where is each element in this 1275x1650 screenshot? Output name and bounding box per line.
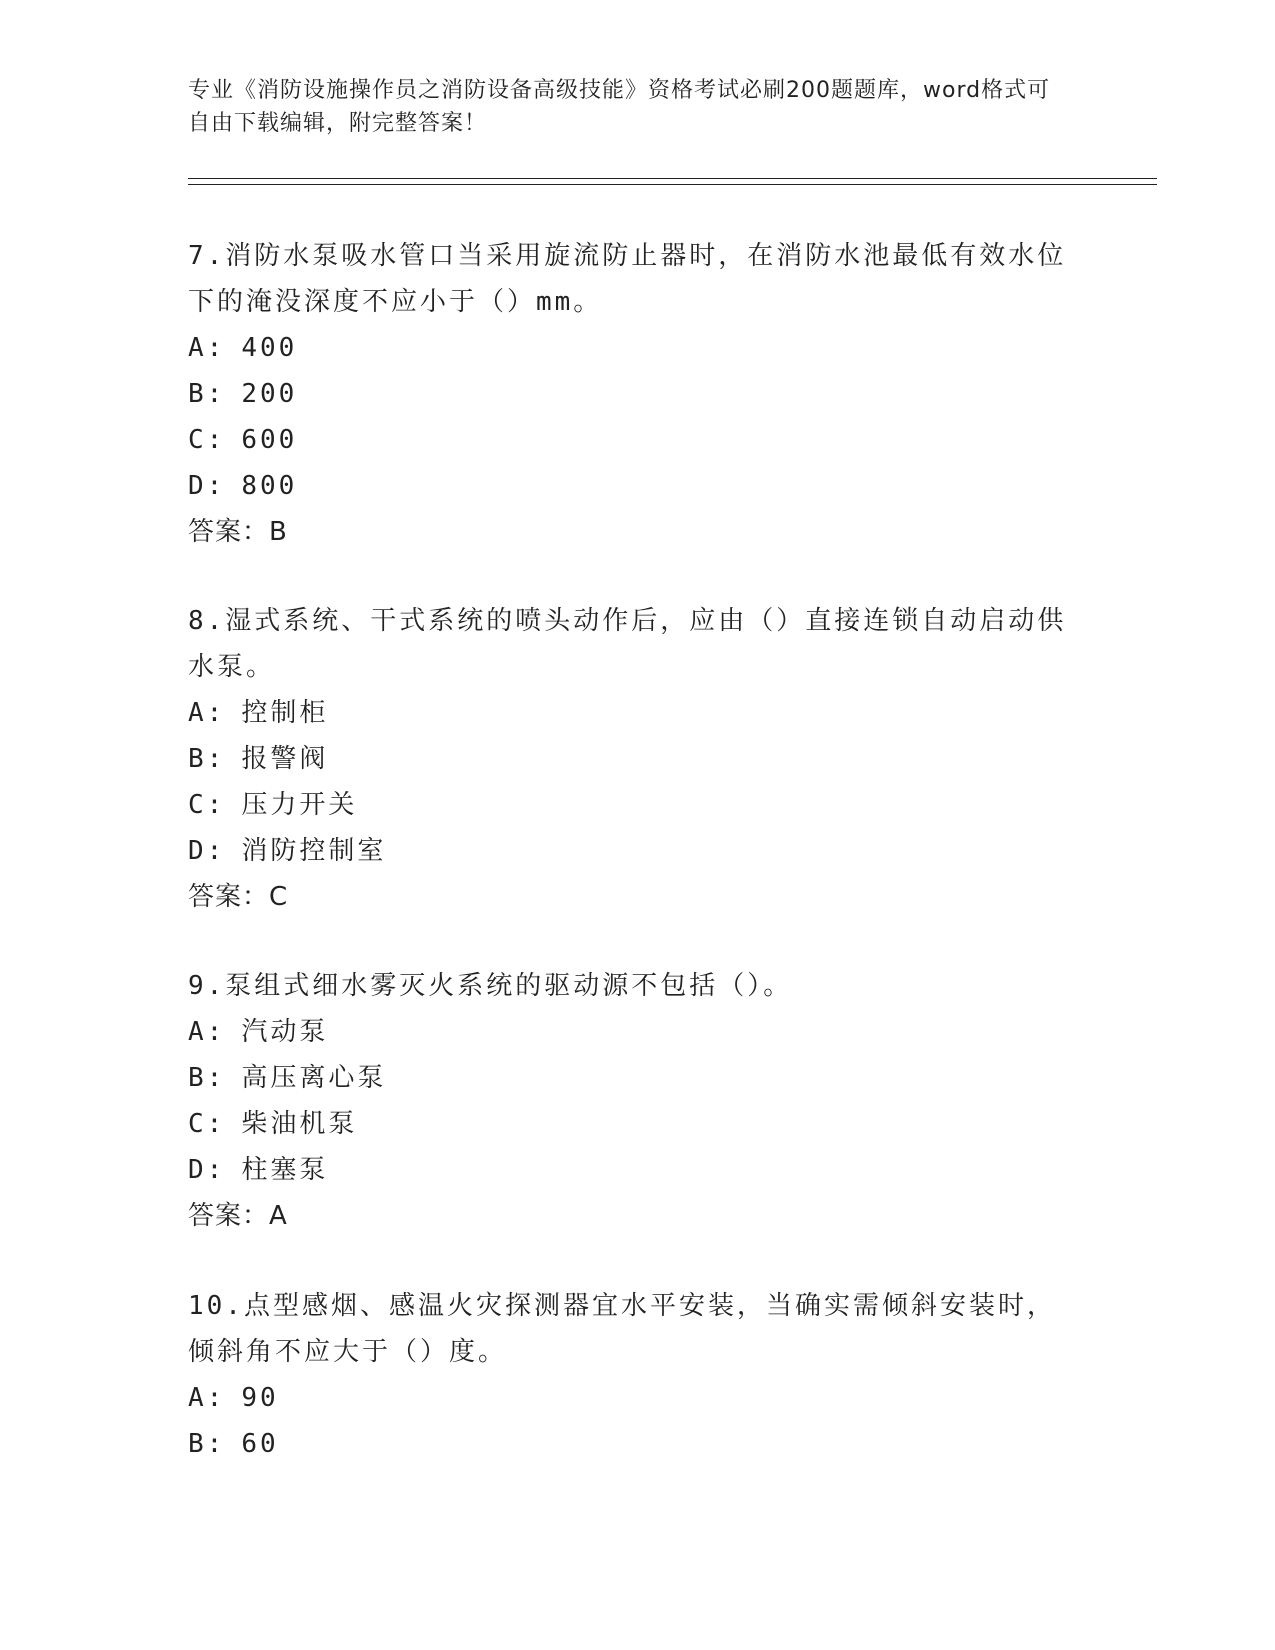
option-text: 消防控制室 <box>241 836 387 866</box>
option-b <box>188 736 1068 782</box>
option-key: B: <box>188 1429 226 1459</box>
option-c <box>188 1101 1068 1147</box>
option-a <box>188 325 1068 371</box>
option-text: 90 <box>241 1383 279 1413</box>
question-10 <box>188 1283 1068 1467</box>
option-text: 400 <box>241 333 298 363</box>
option-text: 200 <box>241 379 298 409</box>
option-a <box>188 690 1068 736</box>
option-key: B: <box>188 1063 226 1093</box>
option-text: 报警阀 <box>241 744 329 774</box>
question-7 <box>188 233 1068 555</box>
question-stem: 10.点型感烟、感温火灾探测器宜水平安装，当确实需倾斜安装时，倾斜角不应大于（）度。 <box>188 1291 1056 1367</box>
option-d <box>188 828 1068 874</box>
option-a <box>188 1009 1068 1055</box>
option-b <box>188 1055 1068 1101</box>
header-divider-top <box>188 178 1157 179</box>
option-key: C: <box>188 425 226 455</box>
option-key: B: <box>188 744 226 774</box>
answer-line: 答案：A <box>188 1201 288 1231</box>
option-key: D: <box>188 1155 226 1185</box>
option-b <box>188 1421 1068 1467</box>
option-b <box>188 371 1068 417</box>
option-key: D: <box>188 471 226 501</box>
option-key: A: <box>188 698 226 728</box>
option-d <box>188 463 1068 509</box>
option-key: A: <box>188 333 226 363</box>
option-text: 控制柜 <box>241 698 329 728</box>
option-a <box>188 1375 1068 1421</box>
option-c <box>188 782 1068 828</box>
option-c <box>188 417 1068 463</box>
option-key: A: <box>188 1383 226 1413</box>
option-text: 压力开关 <box>241 790 358 820</box>
option-text: 600 <box>241 425 298 455</box>
option-key: A: <box>188 1017 226 1047</box>
option-key: C: <box>188 1109 226 1139</box>
option-text: 柴油机泵 <box>241 1109 358 1139</box>
option-key: C: <box>188 790 226 820</box>
question-8 <box>188 598 1068 920</box>
question-stem: 8.湿式系统、干式系统的喷头动作后，应由（）直接连锁自动启动供水泵。 <box>188 606 1067 682</box>
question-9 <box>188 963 1068 1239</box>
option-text: 汽动泵 <box>241 1017 329 1047</box>
header-divider-bottom <box>188 184 1157 185</box>
question-stem: 7.消防水泵吸水管口当采用旋流防止器时，在消防水池最低有效水位下的淹没深度不应小于（）mm。 <box>188 241 1067 317</box>
option-text: 柱塞泵 <box>241 1155 329 1185</box>
answer-line: 答案：C <box>188 882 289 912</box>
document-header: 专业《消防设施操作员之消防设备高级技能》资格考试必刷200题题库，word格式可自由下载编辑，附完整答案！ <box>188 78 1051 136</box>
option-text: 800 <box>241 471 298 501</box>
answer-line: 答案：B <box>188 517 288 547</box>
option-d <box>188 1147 1068 1193</box>
question-stem: 9.泵组式细水雾灭火系统的驱动源不包括（）。 <box>188 971 793 1001</box>
option-key: D: <box>188 836 226 866</box>
option-key: B: <box>188 379 226 409</box>
option-text: 高压离心泵 <box>241 1063 387 1093</box>
option-text: 60 <box>241 1429 279 1459</box>
